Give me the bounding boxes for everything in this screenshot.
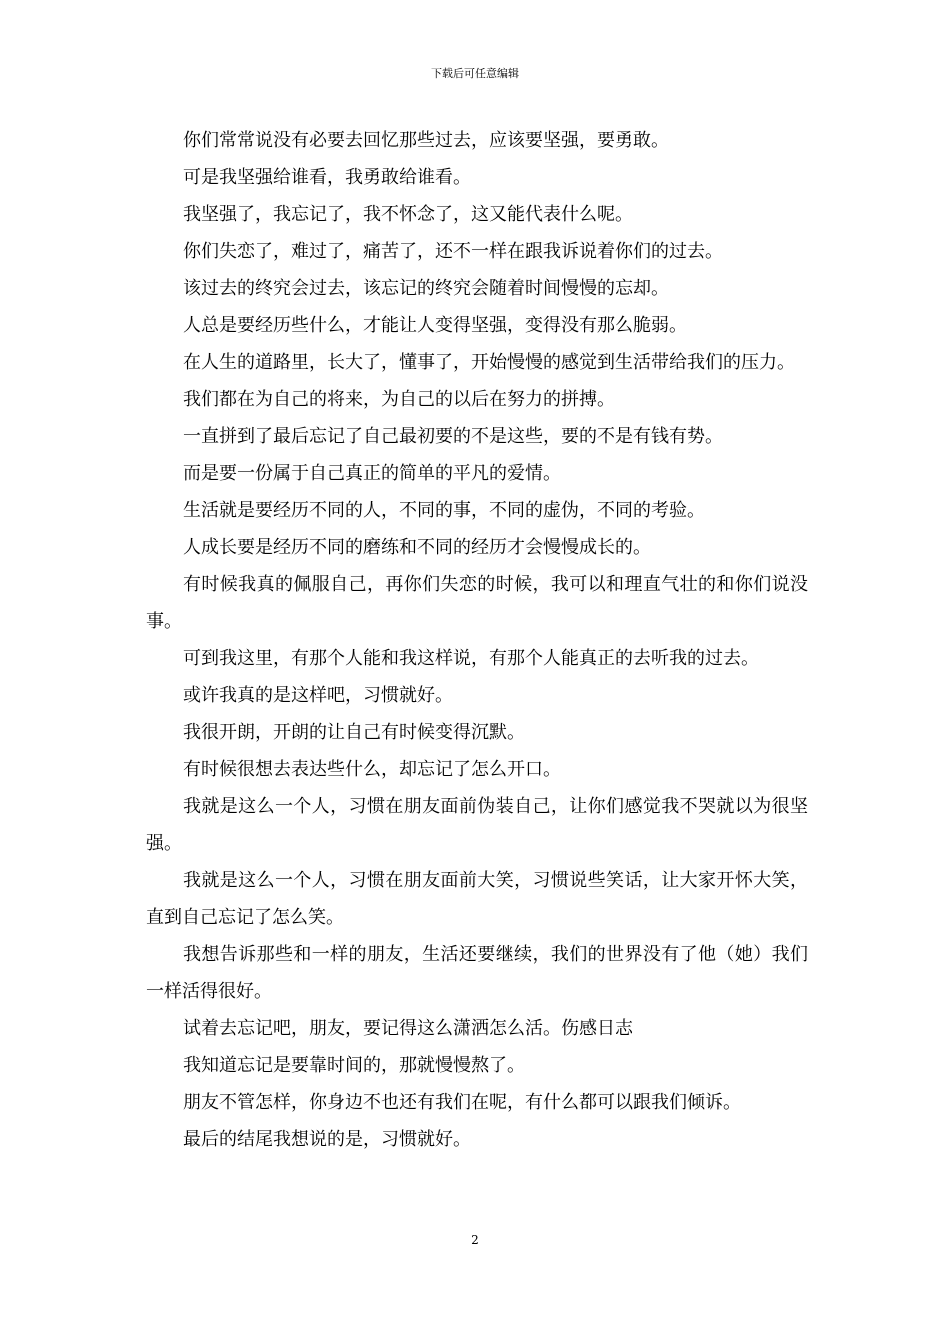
paragraph: 我就是这么一个人，习惯在朋友面前大笑，习惯说些笑话，让大家开怀大笑，直到自己忘记了怎么笑。	[146, 870, 808, 928]
paragraph: 可到我这里，有那个人能和我这样说，有那个人能真正的去听我的过去。	[183, 648, 759, 669]
paragraph: 我很开朗，开朗的让自己有时候变得沉默。	[183, 722, 525, 743]
paragraph: 可是我坚强给谁看，我勇敢给谁看。	[183, 167, 471, 188]
paragraph: 生活就是要经历不同的人，不同的事，不同的虚伪，不同的考验。	[183, 500, 705, 521]
page-number: 2	[471, 1233, 479, 1247]
paragraph: 一直拼到了最后忘记了自己最初要的不是这些，要的不是有钱有势。	[183, 426, 723, 447]
paragraph: 我们都在为自己的将来，为自己的以后在努力的拼搏。	[183, 389, 615, 410]
paragraph: 人总是要经历些什么，才能让人变得坚强，变得没有那么脆弱。	[183, 315, 687, 336]
paragraph: 我想告诉那些和一样的朋友，生活还要继续，我们的世界没有了他（她）我们一样活得很好。	[146, 944, 808, 1002]
paragraph: 有时候很想去表达些什么，却忘记了怎么开口。	[183, 759, 561, 780]
paragraph: 而是要一份属于自己真正的简单的平凡的爱情。	[183, 463, 561, 484]
paragraph: 我就是这么一个人，习惯在朋友面前伪装自己，让你们感觉我不哭就以为很坚强。	[146, 796, 808, 854]
paragraph: 朋友不管怎样，你身边不也还有我们在呢，有什么都可以跟我们倾诉。	[183, 1092, 741, 1113]
paragraph: 人成长要是经历不同的磨练和不同的经历才会慢慢成长的。	[183, 537, 651, 558]
paragraph: 该过去的终究会过去，该忘记的终究会随着时间慢慢的忘却。	[183, 278, 669, 299]
paragraph: 有时候我真的佩服自己，再你们失恋的时候，我可以和理直气壮的和你们说没事。	[146, 574, 808, 632]
paragraph: 试着去忘记吧，朋友，要记得这么潇洒怎么活。伤感日志	[183, 1018, 633, 1039]
page-header: 下载后可任意编辑	[431, 67, 519, 80]
paragraph: 最后的结尾我想说的是，习惯就好。	[183, 1129, 471, 1150]
paragraph: 我坚强了，我忘记了，我不怀念了，这又能代表什么呢。	[183, 204, 633, 225]
paragraph: 或许我真的是这样吧，习惯就好。	[183, 685, 453, 706]
paragraph: 你们失恋了，难过了，痛苦了，还不一样在跟我诉说着你们的过去。	[183, 241, 723, 262]
document-body	[146, 122, 808, 1158]
paragraph: 在人生的道路里，长大了，懂事了，开始慢慢的感觉到生活带给我们的压力。	[183, 352, 795, 373]
paragraph: 我知道忘记是要靠时间的，那就慢慢熬了。	[183, 1055, 525, 1076]
paragraph: 你们常常说没有必要去回忆那些过去，应该要坚强，要勇敢。	[183, 130, 669, 151]
